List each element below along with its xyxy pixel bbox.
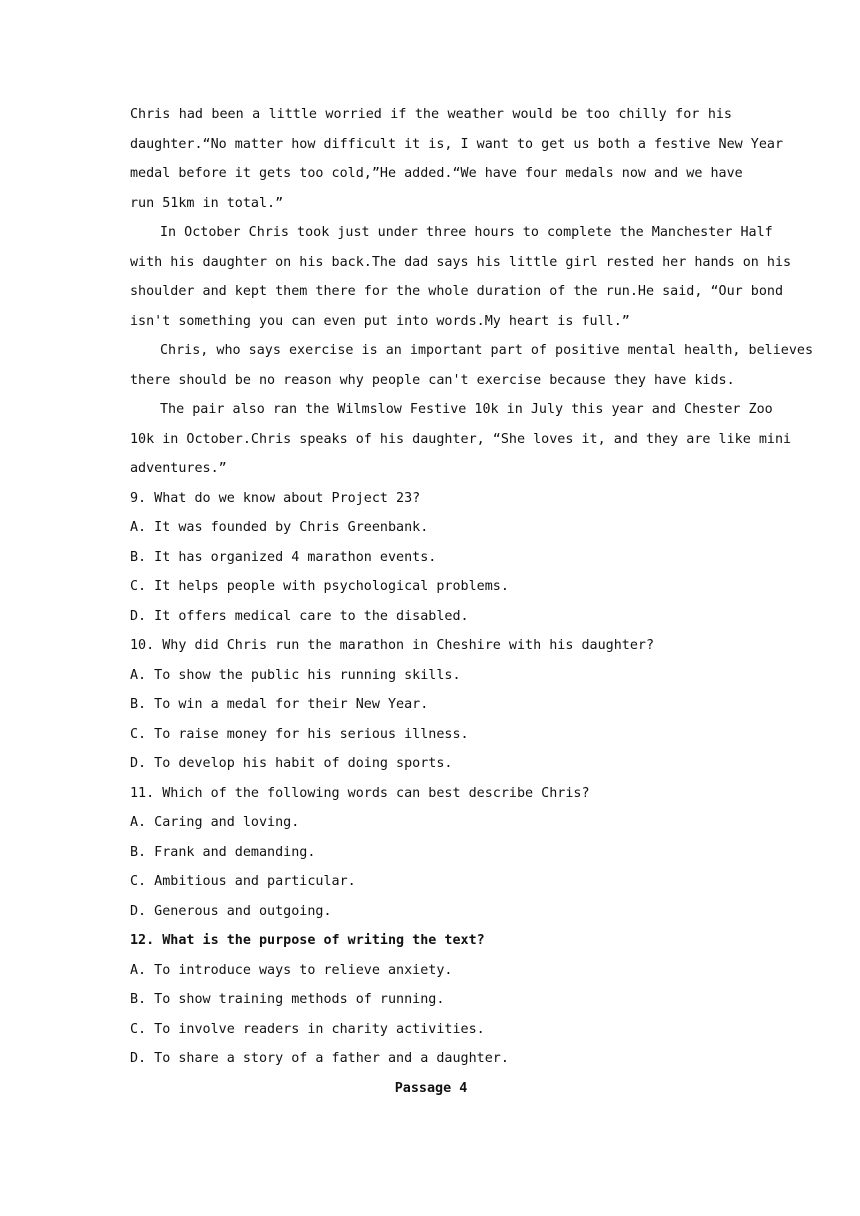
passage-heading: Passage 4 <box>394 1080 468 1096</box>
answer-option: C. To involve readers in charity activities. <box>130 1021 485 1037</box>
paragraph <box>130 218 792 336</box>
document-page <box>130 100 814 1103</box>
answer-option: A. It was founded by Chris Greenbank. <box>130 520 429 535</box>
question-stem: 10. Why did Chris run the marathon in Cheshire with his daughter? <box>130 638 655 653</box>
answer-option: D. To share a story of a father and a daughter. <box>130 1051 509 1066</box>
answer-option: A. To introduce ways to relieve anxiety. <box>130 962 453 978</box>
paragraph-line: there should be no reason why people can't exercise because they have kids. <box>130 372 735 388</box>
paragraph-line: medal before it gets too cold,”He added.“We have four medals now and we have <box>130 166 743 181</box>
question-stem: 12. What is the purpose of writing the text? <box>130 933 485 948</box>
paragraph-line: with his daughter on his back.The dad says his little girl rested her hands on his <box>130 254 792 270</box>
question-stem: 9. What do we know about Project 23? <box>130 490 421 506</box>
answer-option: B. To win a medal for their New Year. <box>130 697 429 712</box>
answer-option: C. Ambitious and particular. <box>130 874 356 889</box>
paragraph-line: daughter.“No matter how difficult it is, I want to get us both a festive New Year <box>130 136 784 152</box>
question-block <box>130 926 732 1074</box>
paragraph-line: shoulder and kept them there for the whole duration of the run.He said, “Our bond <box>130 284 784 299</box>
paragraph-line: run 51km in total.” <box>130 195 284 211</box>
paragraph <box>130 336 814 395</box>
answer-option: D. It offers medical care to the disabled. <box>130 608 469 624</box>
answer-option: B. Frank and demanding. <box>130 844 316 860</box>
paragraph-line: Chris, who says exercise is an important part of positive mental health, believes <box>160 343 814 358</box>
question-block <box>130 631 732 779</box>
answer-option: D. To develop his habit of doing sports. <box>130 756 453 771</box>
question-stem: 11. Which of the following words can best describe Chris? <box>130 785 590 801</box>
paragraph-line: 10k in October.Chris speaks of his daughter, “She loves it, and they are like mini <box>130 431 792 447</box>
paragraph-line: In October Chris took just under three hours to complete the Manchester Half <box>160 225 773 240</box>
answer-option: A. To show the public his running skills. <box>130 667 461 683</box>
answer-option: A. Caring and loving. <box>130 815 300 830</box>
answer-option: C. To raise money for his serious illness. <box>130 726 469 742</box>
paragraph <box>130 100 784 218</box>
paragraph-line: Chris had been a little worried if the weather would be too chilly for his <box>130 107 732 122</box>
paragraph-line: adventures.” <box>130 461 227 476</box>
answer-option: C. It helps people with psychological problems. <box>130 579 509 594</box>
question-block <box>130 484 732 632</box>
answer-option: D. Generous and outgoing. <box>130 903 332 919</box>
answer-option: B. It has organized 4 marathon events. <box>130 549 437 565</box>
paragraph <box>130 395 792 484</box>
question-block <box>130 779 732 927</box>
paragraph-line: The pair also ran the Wilmslow Festive 10k in July this year and Chester Zoo <box>160 402 773 417</box>
paragraph-line: isn't something you can even put into words.My heart is full.” <box>130 313 630 329</box>
answer-option: B. To show training methods of running. <box>130 992 445 1007</box>
